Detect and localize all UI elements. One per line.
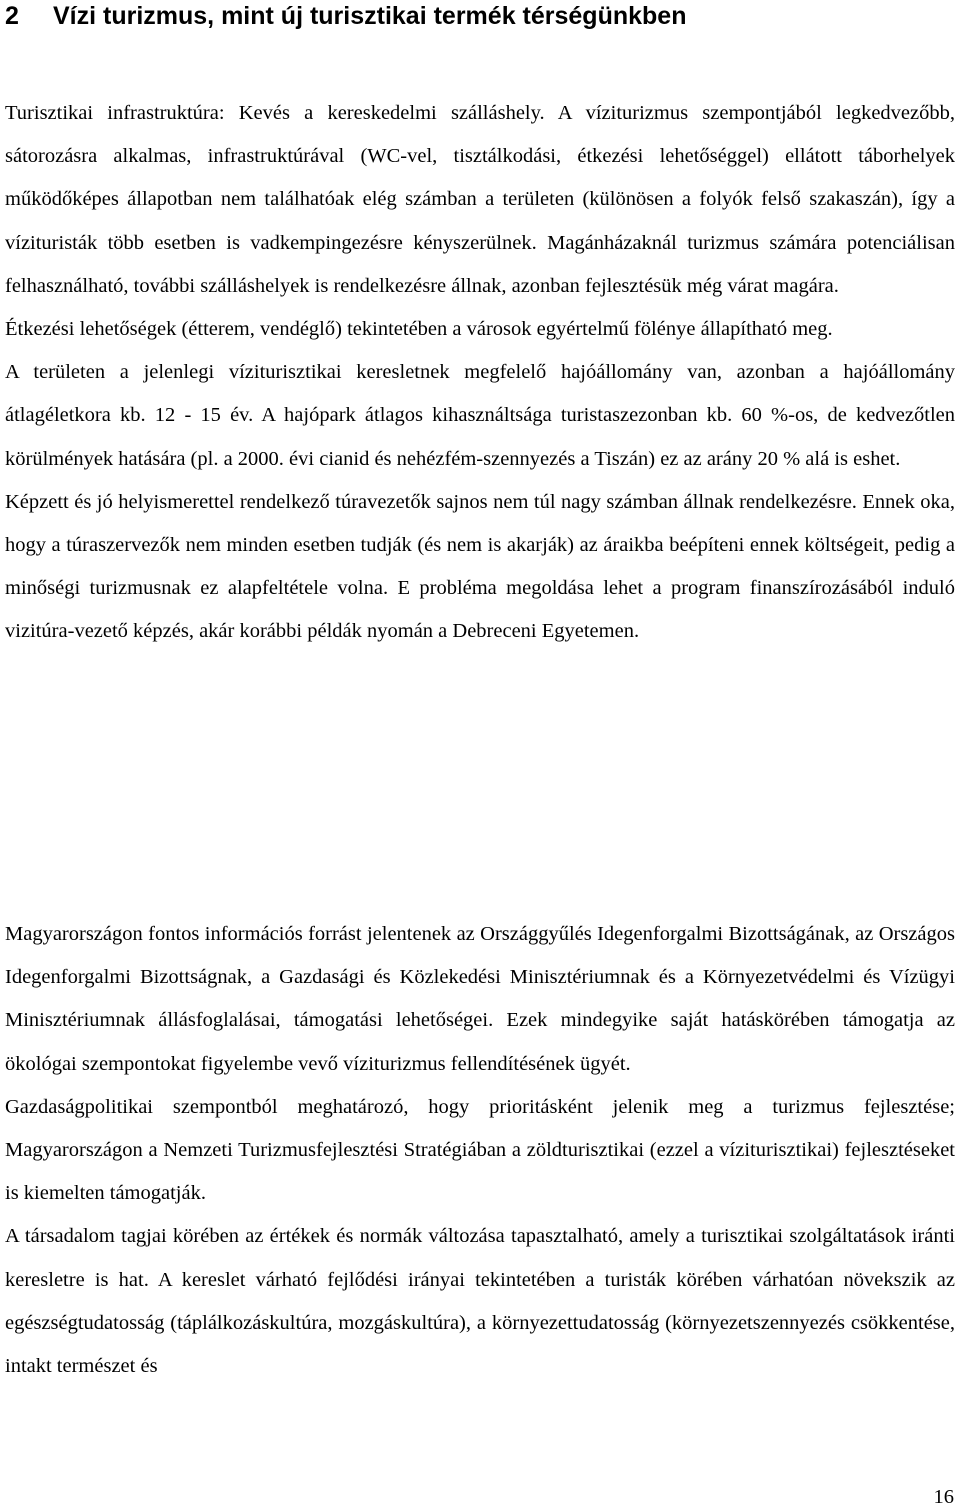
paragraph-dining: Étkezési lehetőségek (étterem, vendéglő) tekintetében a városok egyértelmű fölénye állapítható meg. [5, 318, 833, 341]
section-heading [5, 0, 955, 32]
paragraph-economic-policy: Gazdaságpolitikai szempontból meghatározó, hogy prioritásként jelenik meg a turizmus fejlesztése; Magyarországon a Nemzeti Turizmusfejlesztési Stratégiában a zöldturisztikai (ezzel a víziturisztikai) fejlesztéseket is kiemelten támogatják. [5, 1095, 955, 1205]
paragraph-infrastructure: Turisztikai infrastruktúra: Kevés a kereskedelmi szálláshely. A víziturizmus szempontjából legkedvezőbb, sátorozásra alkalmas, infrastruktúrával (WC-vel, tisztálkodási, étkezési lehetőséggel) ellátott táborhelyek működőképes állapotban nem találhatóak elég számban a területen (különösen a folyók felső szakaszán), így a vízituristák több esetben is vadkempingezésre kényszerülnek. Magánházaknál turizmus számára potenciálisan felhasználható, további szálláshelyek is rendelkezésre állnak, azonban fejlesztésük még várat magára. [5, 102, 955, 297]
paragraph-fleet: A területen a jelenlegi víziturisztikai keresletnek megfelelő hajóállomány van, azonban a hajóállomány átlagéletkora kb. 12 - 15 év. A hajópark átlagos kihasználtsága turistaszezonban kb. 60 %-os, de kedvezőtlen körülmények hatására (pl. a 2000. évi cianid és nehézfém-szennyezés a Tiszán) ez az arány 20 % alá is eshet. [5, 361, 955, 470]
paragraph-guides: Képzett és jó helyismerettel rendelkező túravezetők sajnos nem túl nagy számban állnak rendelkezésre. Ennek oka, hogy a túraszervezők nem minden esetben tudják (és nem is akarják) az áraikba beépíteni ennek költségeit, pedig a minőségi turizmusnak ez alapfeltétele volna. E probléma megoldása lehet a program finanszírozásából induló vizitúra-vezető képzés, akár korábbi példák nyomán a Debreceni Egyetemen. [5, 490, 955, 643]
paragraph-information-sources: Magyarországon fontos információs forrást jelentenek az Országgyűlés Idegenforgalmi Bizottságának, az Országos Idegenforgalmi Bizottságnak, a Gazdasági és Közlekedési Minisztériumnak és a Környezetvédelmi és Vízügyi Minisztériumnak állásfoglalásai, támogatási lehetőségei. Ezek mindegyike saját hatáskörében támogatja az ökológai szempontokat figyelembe vevő víziturizmus fellendítésének ügyét. [5, 923, 955, 1075]
body-block-a [5, 92, 955, 654]
section-title: Vízi turizmus, mint új turisztikai termék térségünkben [53, 2, 687, 30]
paragraph-society: A társadalom tagjai körében az értékek és normák változása tapasztalható, amely a turisztikai szolgáltatások iránti keresletre is hat. A kereslet várható fejlődési irányai tekintetében a turisták körében várhatóan növekszik az egészségtudatosság (táplálkozáskultúra, mozgáskultúra), a környezettudatosság (környezetszennyezés csökkentése, intakt természet és [5, 1225, 955, 1378]
section-number: 2 [5, 2, 19, 30]
page-number: 16 [933, 1486, 954, 1508]
body-block-b [5, 913, 955, 1388]
